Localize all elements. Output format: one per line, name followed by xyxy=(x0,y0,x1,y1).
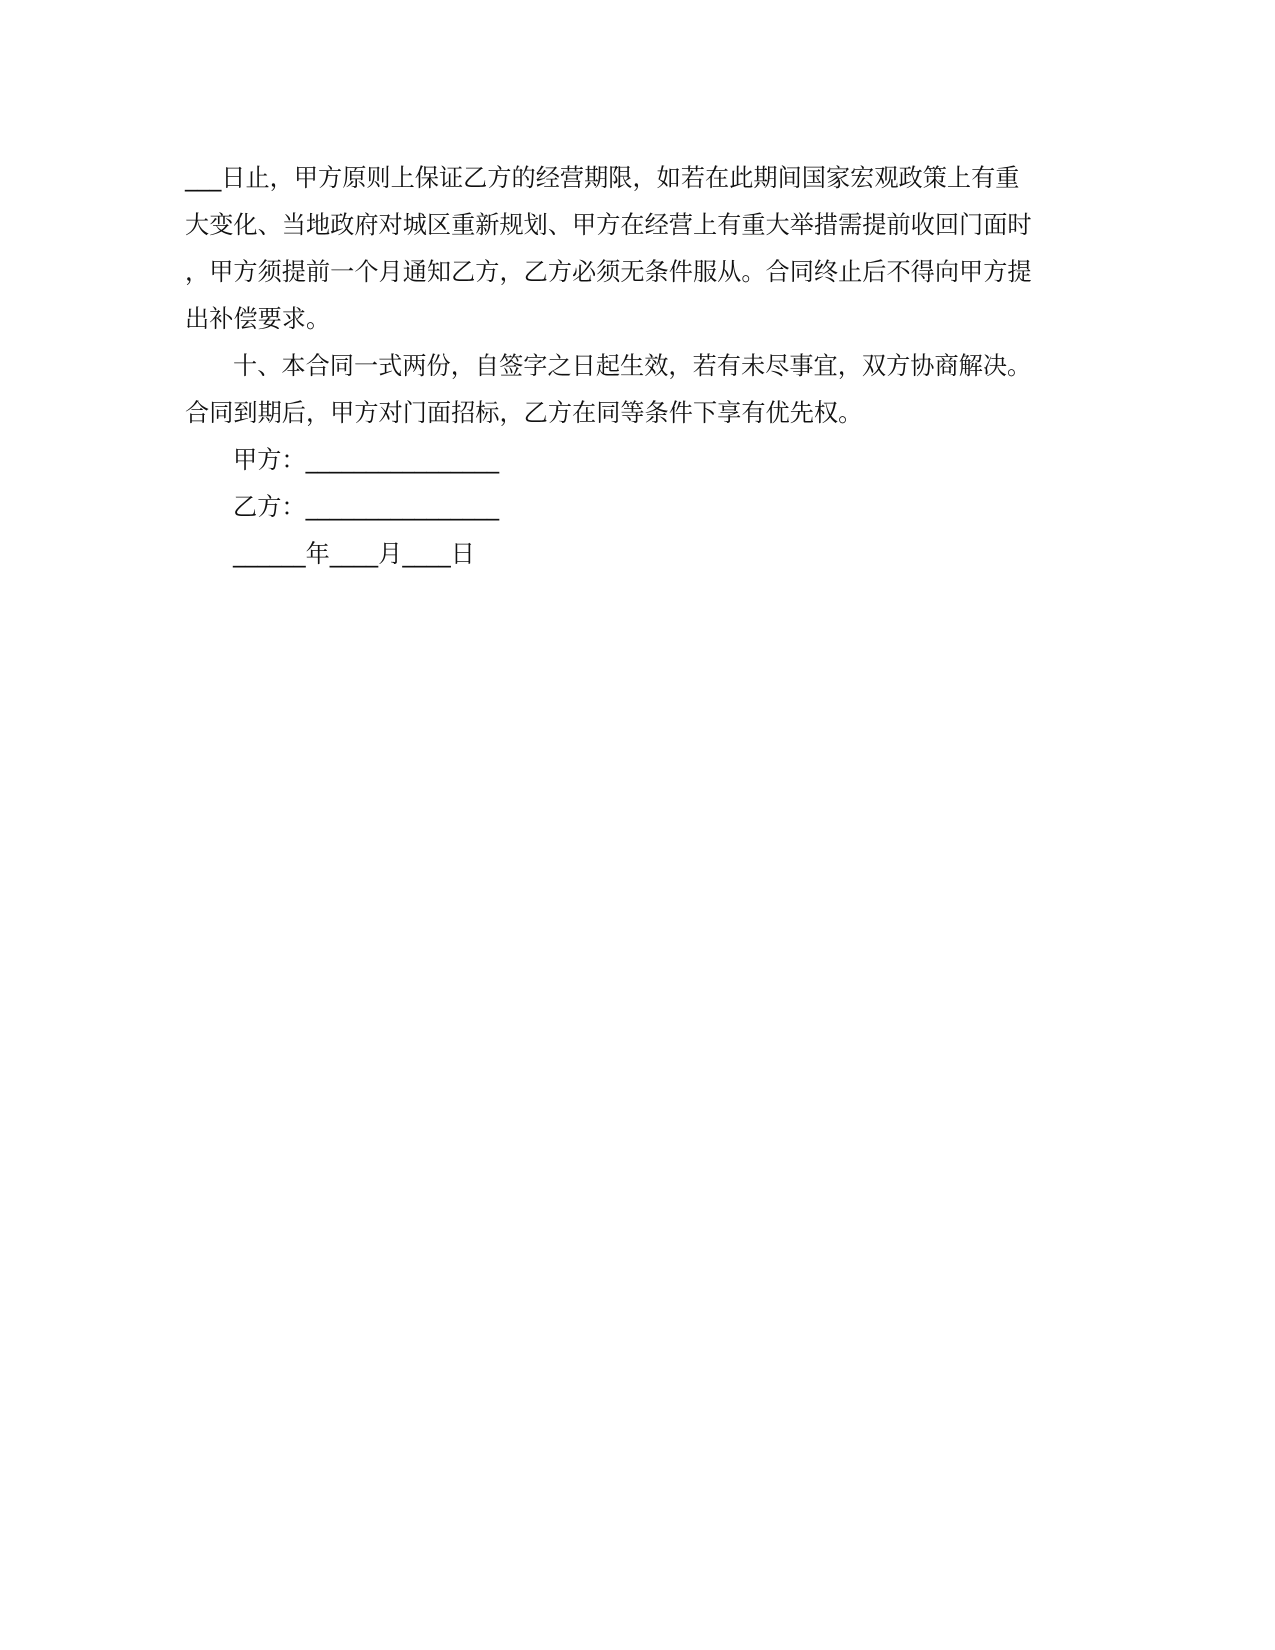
document-body xyxy=(185,158,1065,581)
paragraph-10-line-1: 十、本合同一式两份，自签字之日起生效，若有未尽事宜，双方协商解决。 xyxy=(233,352,1032,380)
paragraph-9-line-4: 出补偿要求。 xyxy=(185,305,331,333)
paragraph-9-line-2: 大变化、当地政府对城区重新规划、甲方在经营上有重大举措需提前收回门面时 xyxy=(185,211,1032,239)
paragraph-10-line-2: 合同到期后，甲方对门面招标，乙方在同等条件下享有优先权。 xyxy=(185,399,863,427)
party-a-signature-line: 甲方：________________ xyxy=(233,446,500,474)
paragraph-9-line-3: ，甲方须提前一个月通知乙方，乙方必须无条件服从。合同终止后不得向甲方提 xyxy=(185,258,1032,286)
paragraph-9-line-1: ___日止，甲方原则上保证乙方的经营期限，如若在此期间国家宏观政策上有重 xyxy=(185,164,1020,192)
party-b-signature-line: 乙方：________________ xyxy=(233,493,500,521)
date-line: ______年____月____日 xyxy=(233,540,475,568)
